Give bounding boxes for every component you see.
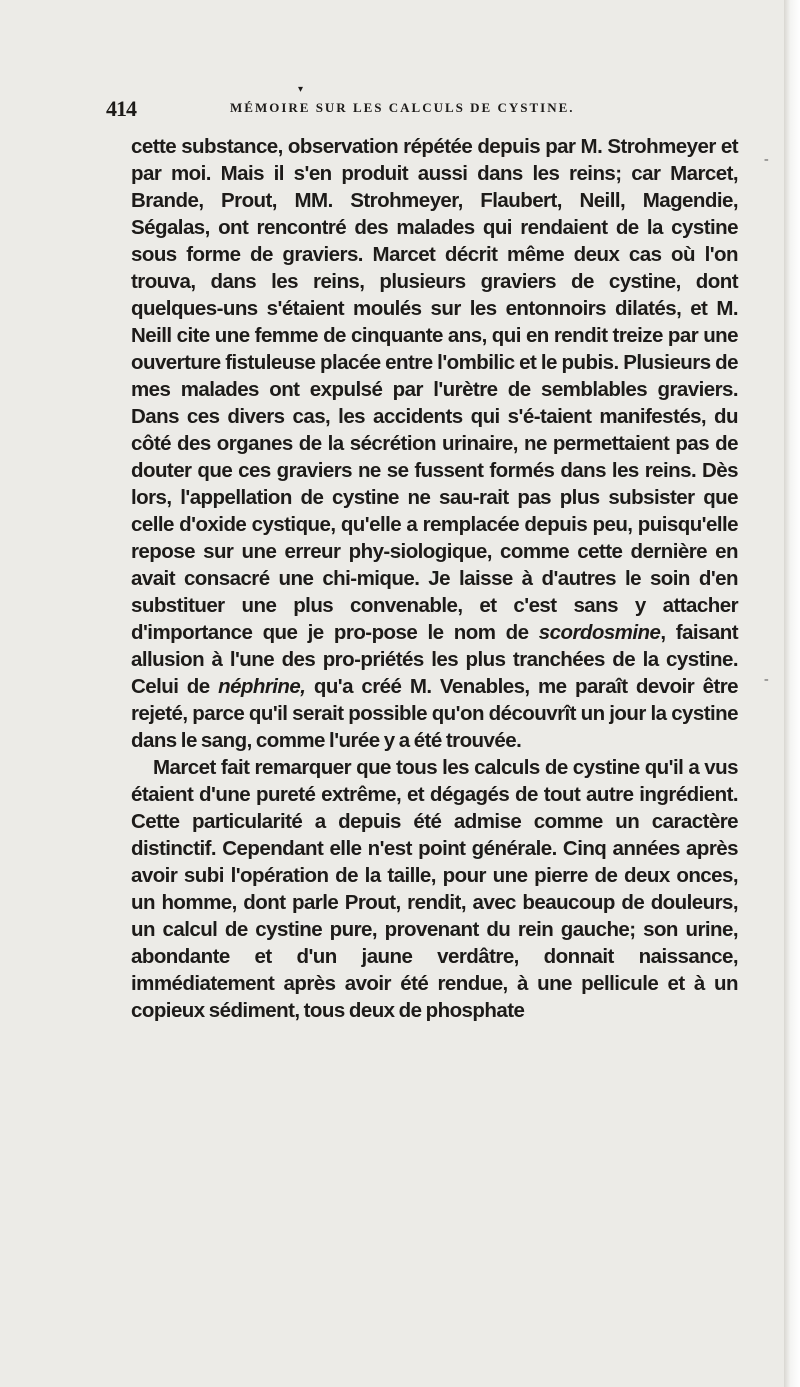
margin-mark-top: - <box>764 152 769 167</box>
paragraph-1-text-c: qu'a créé M. Venables, me paraît devoir être rejeté, parce qu'il serait possible qu'on découvrît un jour la cystine dans le sang, comme l'urée y a été trouvée. <box>131 675 738 752</box>
page-edge <box>784 0 800 1387</box>
running-head: MÉMOIRE SUR LES CALCULS DE CYSTINE. <box>230 100 575 115</box>
page-header <box>106 96 746 126</box>
paragraph-1-text-b: , faisant allusion à l'une des pro-priétés les plus tranchées de la cystine. Celui de <box>131 621 738 698</box>
paragraph-1 <box>131 133 738 754</box>
body-text <box>131 133 738 1024</box>
header-mark: ▾ <box>298 84 304 95</box>
term-scordosmine: scordosmine <box>538 621 661 644</box>
paragraph-1-text-a: cette substance, observation répétée depuis par M. Strohmeyer et par moi. Mais il s'en produit aussi dans les reins; car Marcet, Brande, Prout, MM. Strohmeyer, Flaubert, Neill, Magendie, Ségalas, ont rencontré des malades qui rendaient de la cystine sous forme de graviers. Marcet décrit même deux cas où l'on trouva, dans les reins, plusieurs graviers de cystine, dont quelques-uns s'étaient moulés sur les entonnoirs dilatés, et M. Neill cite une femme de cinquante ans, qui en rendit treize par une ouverture fistuleuse placée entre l'ombilic et le pubis. Plusieurs de mes malades ont expulsé par l'urètre de semblables graviers. Dans ces divers cas, les accidents qui s'é-taient manifestés, du côté des organes de la sécrétion urinaire, ne permettaient pas de douter que ces graviers ne se fussent formés dans les reins. Dès lors, l'appellation de cystine ne sau-rait pas plus subsister que celle d'oxide cystique, qu'elle a remplacée depuis peu, puisqu'elle repose sur une erreur phy-siologique, comme cette dernière en avait consacré une chi-mique. Je laisse à d'autres le soin d'en substituer une plus convenable, et c'est sans y attacher d'importance que je pro-pose le nom de <box>131 135 738 644</box>
paragraph-2: Marcet fait remarquer que tous les calculs de cystine qu'il a vus étaient d'une pureté extrême, et dégagés de tout autre ingrédient. Cette particularité a depuis été admise comme un caractère distinctif. Cependant elle n'est point générale. Cinq années après avoir subi l'opération de la taille, pour une pierre de deux onces, un homme, dont parle Prout, rendit, avec beaucoup de douleurs, un calcul de cystine pure, provenant du rein gauche; son urine, abondante et d'un jaune verdâtre, donnait naissance, immédiatement après avoir été rendue, à une pellicule et à un copieux sédiment, tous deux de phosphate <box>131 756 738 1022</box>
term-nephrine: néphrine, <box>218 675 306 698</box>
margin-mark-middle: - <box>764 672 769 687</box>
page-number: 414 <box>106 96 136 121</box>
